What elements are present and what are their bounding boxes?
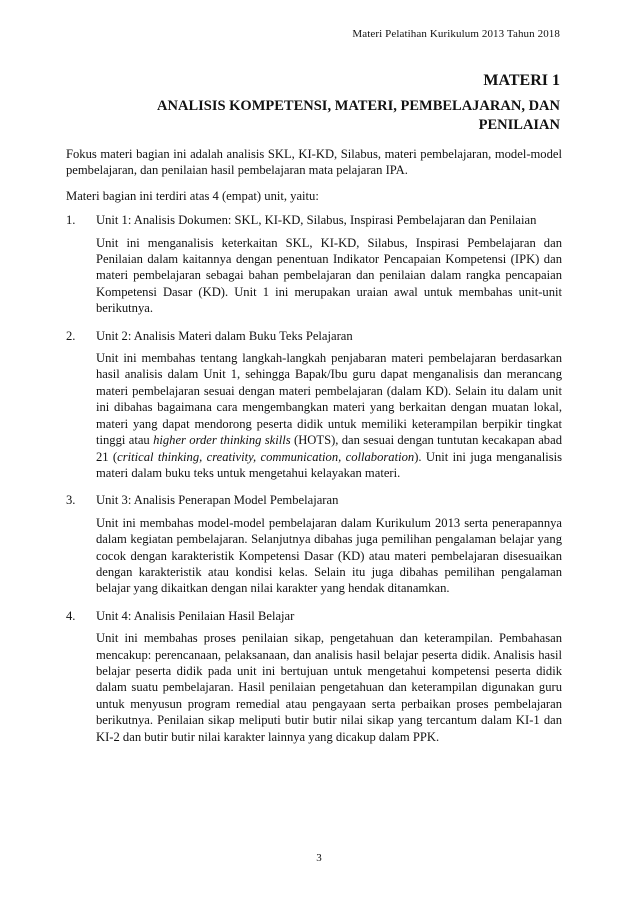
unit-heading: Unit 3: Analisis Penerapan Model Pembelajaran: [96, 493, 339, 508]
unit-heading: Unit 2: Analisis Materi dalam Buku Teks Pelajaran: [96, 328, 353, 343]
unit-description: Unit ini membahas model-model pembelajaran dalam Kurikulum 2013 serta penerapannya dalam kegiatan pembelajaran. Selanjutnya dibahas juga pemilihan pengalaman belajar yang cocok dengan karakteristik Kompetensi Dasar (KD) atau materi pembelajaran disesuaikan dengan karakteristik atau kondisi kelas. Selain itu juga dibahas pemilihan pengalaman belajar yang dikaitkan dengan nilai karakter yang hendak ditanamkan.: [96, 515, 562, 596]
running-header: Materi Pelatihan Kurikulum 2013 Tahun 2018: [352, 28, 560, 40]
unit-number: 3.: [66, 493, 76, 508]
unit-item-3: [66, 492, 562, 596]
unit-description: [96, 350, 562, 481]
chapter-title: MATERI 1: [483, 72, 560, 89]
unit-description-text: (HOTS), dan sesuai dengan tuntutan kecakapan abad 21 (: [96, 433, 562, 464]
unit-item-4: [66, 608, 562, 745]
unit-description: Unit ini menganalisis keterkaitan SKL, KI-KD, Silabus, Inspirasi Pembelajaran dan Penilaian dalam kaitannya dengan penentuan Indikator Pencapaian Kompetensi (IPK) dan materi pembelajaran sebagai bahan pembelajaran dan penilaian dalam rangka pencapaian Kompetensi Dasar (KD). Unit 1 ini merupakan uraian awal untuk membahas unit-unit berikutnya.: [96, 235, 562, 316]
intro-units-paragraph: Materi bagian ini terdiri atas 4 (empat) unit, yaitu:: [66, 188, 319, 203]
document-body: [66, 146, 562, 756]
page-number: 3: [316, 852, 322, 864]
unit-number: 4.: [66, 608, 76, 623]
unit-number: 1.: [66, 213, 76, 228]
chapter-subtitle: ANALISIS KOMPETENSI, MATERI, PEMBELAJARAN, DAN PENILAIAN: [157, 98, 560, 133]
intro-focus-paragraph: Fokus materi bagian ini adalah analisis SKL, KI-KD, Silabus, materi pembelajaran, model-model pembelajaran, dan penilaian hasil pembelajaran mata pelajaran IPA.: [66, 147, 562, 178]
unit-item-2: [66, 328, 562, 482]
unit-heading: Unit 1: Analisis Dokumen: SKL, KI-KD, Silabus, Inspirasi Pembelajaran dan Penilaian: [96, 213, 537, 228]
unit-description-italic-hots: higher order thinking skills: [153, 433, 291, 448]
unit-description-text: Unit ini membahas tentang langkah-langkah penjabaran materi pembelajaran berdasarkan hasil analisis dalam Unit 1, sehingga Bapak/Ibu guru dapat menganalisis dan merancang materi pembelajaran sesuai dengan materi pembelajaran (dalam KD). Selain itu dalam unit ini dibahas bagaimana cara mengembangkan materi yang berkaitan dengan muatan lokal, materi yang dapat mendorong peserta didik untuk memiliki keterampilan berpikir tingkat tinggi atau: [96, 351, 562, 448]
unit-number: 2.: [66, 328, 76, 343]
unit-description-italic-skills: critical thinking, creativity, communication, collaboration: [117, 449, 415, 464]
unit-description: Unit ini membahas proses penilaian sikap, pengetahuan dan keterampilan. Pembahasan mencakup: perencanaan, pelaksanaan, dan analisis hasil belajar peserta didik. Analisis hasil belajar peserta didik pada unit ini bertujuan untuk mengetahui kompetensi peserta didik dalam suatu pembelajaran. Hasil penilaian pengetahuan dan keterampilan digunakan guru untuk menyusun program remedial atau pengayaan serta perbaikan proses pembelajaran berikutnya. Penilaian sikap meliputi butir butir nilai sikap yang tercantum dalam KI-1 dan KI-2 dan butir butir nilai karakter lainnya yang dicakup dalam PPK.: [96, 631, 562, 744]
unit-description-text: ). Unit ini juga menganalisis materi dalam buku teks untuk mengetahui kelayakan materi.: [96, 449, 563, 480]
unit-heading: Unit 4: Analisis Penilaian Hasil Belajar: [96, 608, 295, 623]
unit-item-1: [66, 212, 562, 316]
